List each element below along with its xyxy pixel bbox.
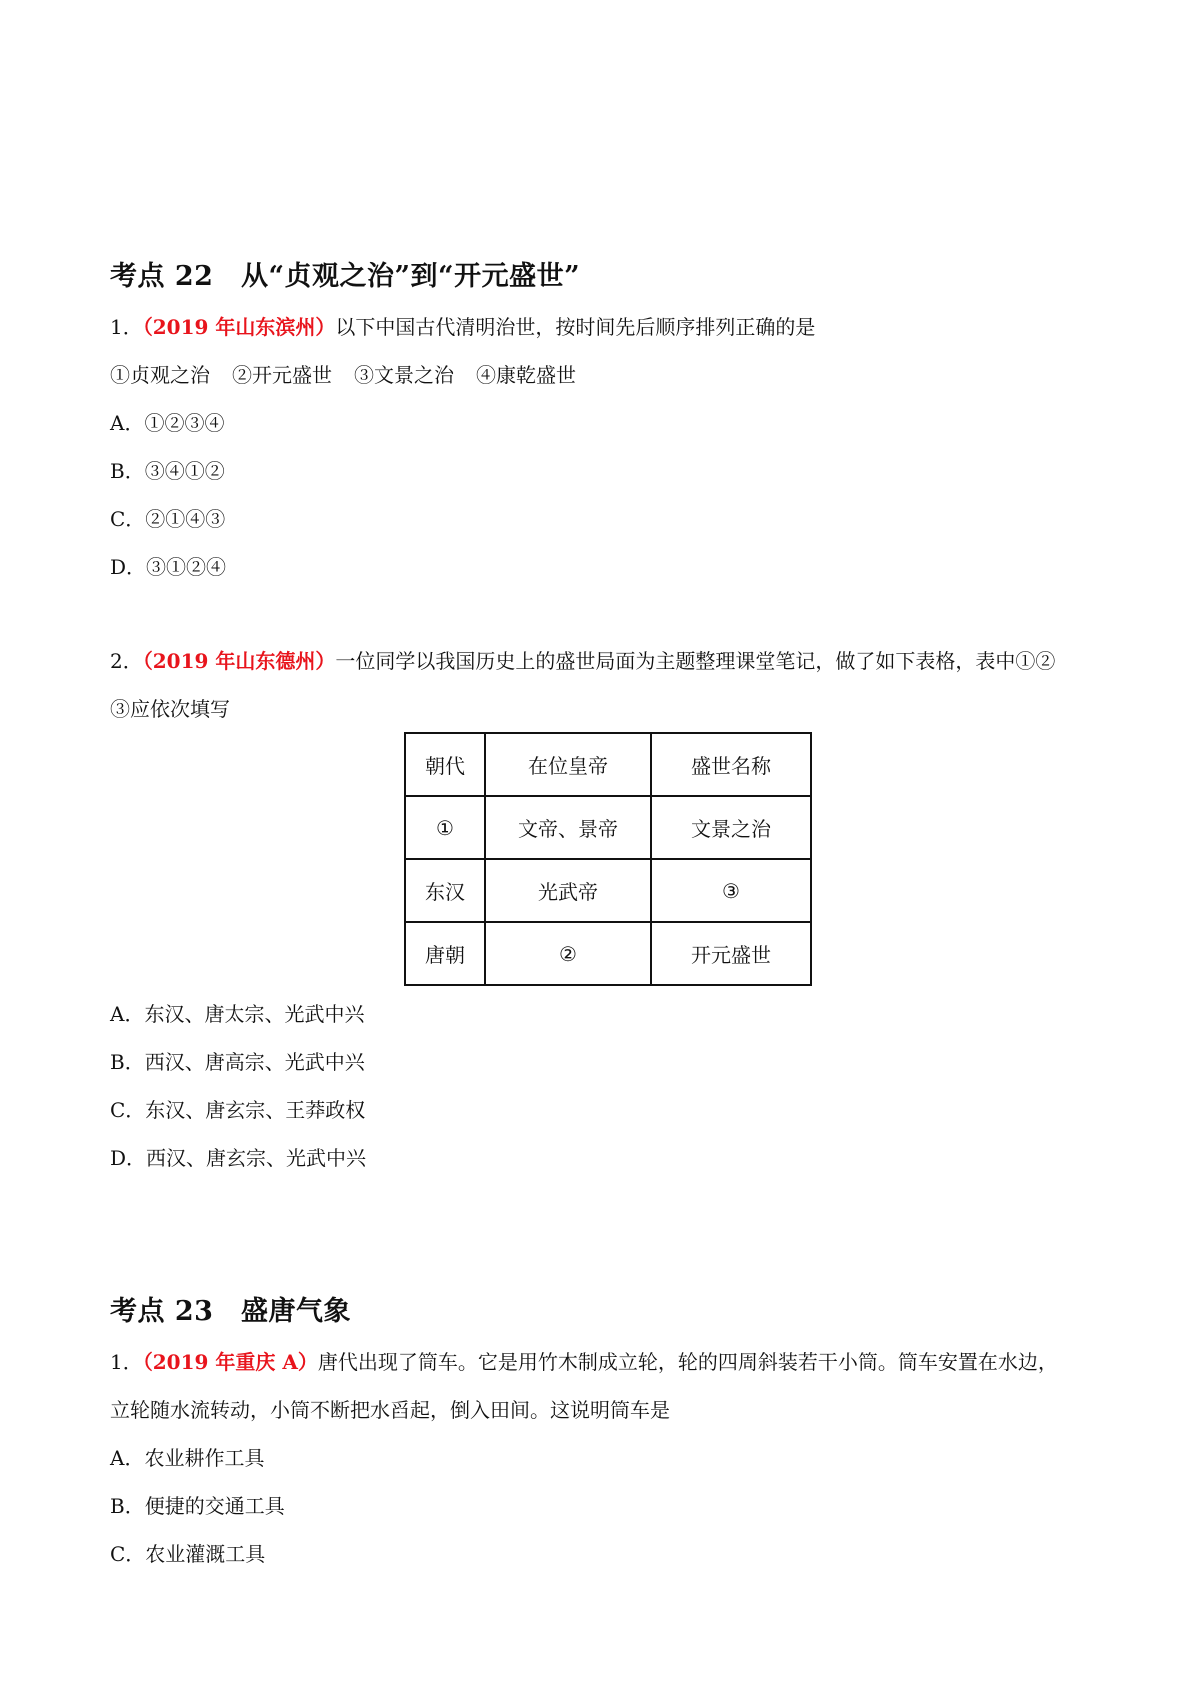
item: ②开元盛世	[232, 363, 332, 387]
table-cell: 开元盛世	[651, 922, 811, 985]
item: ①贞观之治	[110, 363, 210, 387]
dynasty-table	[404, 732, 812, 986]
table-cell: 文帝、景帝	[485, 796, 651, 859]
option-a: A．①②③④	[110, 411, 225, 435]
option-d: D．西汉、唐玄宗、光武中兴	[110, 1146, 367, 1170]
table-row	[405, 796, 811, 859]
s23-q1-stem	[110, 1349, 1058, 1375]
option-c: C．②①④③	[110, 507, 226, 531]
item: ④康乾盛世	[476, 363, 576, 387]
question-number: 1．	[110, 315, 143, 339]
s22-q1-items	[110, 362, 576, 388]
table-cell: 东汉	[405, 859, 485, 922]
table-cell: 文景之治	[651, 796, 811, 859]
s22-q2-stem	[110, 648, 1055, 674]
table-row	[405, 922, 811, 985]
question-number: 1．	[110, 1350, 143, 1374]
table-cell: 光武帝	[485, 859, 651, 922]
table-header: 在位皇帝	[485, 733, 651, 796]
option-a: A．农业耕作工具	[110, 1446, 265, 1470]
option-b: B．③④①②	[110, 459, 225, 483]
section-22-title: 考点 22 从“贞观之治”到“开元盛世”	[110, 261, 581, 292]
s22-q2-stem-cont: ③应依次填写	[110, 697, 230, 721]
question-text: 一位同学以我国历史上的盛世局面为主题整理课堂笔记，做了如下表格，表中①②	[335, 649, 1056, 673]
question-text: 以下中国古代清明治世，按时间先后顺序排列正确的是	[335, 315, 816, 339]
table-cell: ②	[485, 922, 651, 985]
table-cell: 唐朝	[405, 922, 485, 985]
question-source: （2019 年山东滨州）	[142, 315, 336, 339]
option-c: C．东汉、唐玄宗、王莽政权	[110, 1098, 366, 1122]
option-d: D．③①②④	[110, 555, 227, 579]
option-b: B．西汉、唐高宗、光武中兴	[110, 1050, 365, 1074]
table-cell: ①	[405, 796, 485, 859]
table-header: 朝代	[405, 733, 485, 796]
section-23-title: 考点 23 盛唐气象	[110, 1296, 351, 1327]
option-a: A．东汉、唐太宗、光武中兴	[110, 1002, 365, 1026]
table-header: 盛世名称	[651, 733, 811, 796]
question-source: （2019 年山东德州）	[142, 649, 336, 673]
table-row	[405, 859, 811, 922]
option-c: C．农业灌溉工具	[110, 1542, 266, 1566]
s23-q1-stem-cont: 立轮随水流转动，小筒不断把水舀起，倒入田间。这说明筒车是	[110, 1398, 670, 1422]
option-b: B．便捷的交通工具	[110, 1494, 285, 1518]
table-cell: ③	[651, 859, 811, 922]
table-header-row	[405, 733, 811, 796]
item: ③文景之治	[354, 363, 454, 387]
question-text: 唐代出现了筒车。它是用竹木制成立轮，轮的四周斜装若干小筒。筒车安置在水边，	[317, 1350, 1058, 1374]
question-source: （2019 年重庆 A）	[142, 1350, 318, 1374]
s22-q1-stem	[110, 314, 815, 340]
question-number: 2．	[110, 649, 143, 673]
